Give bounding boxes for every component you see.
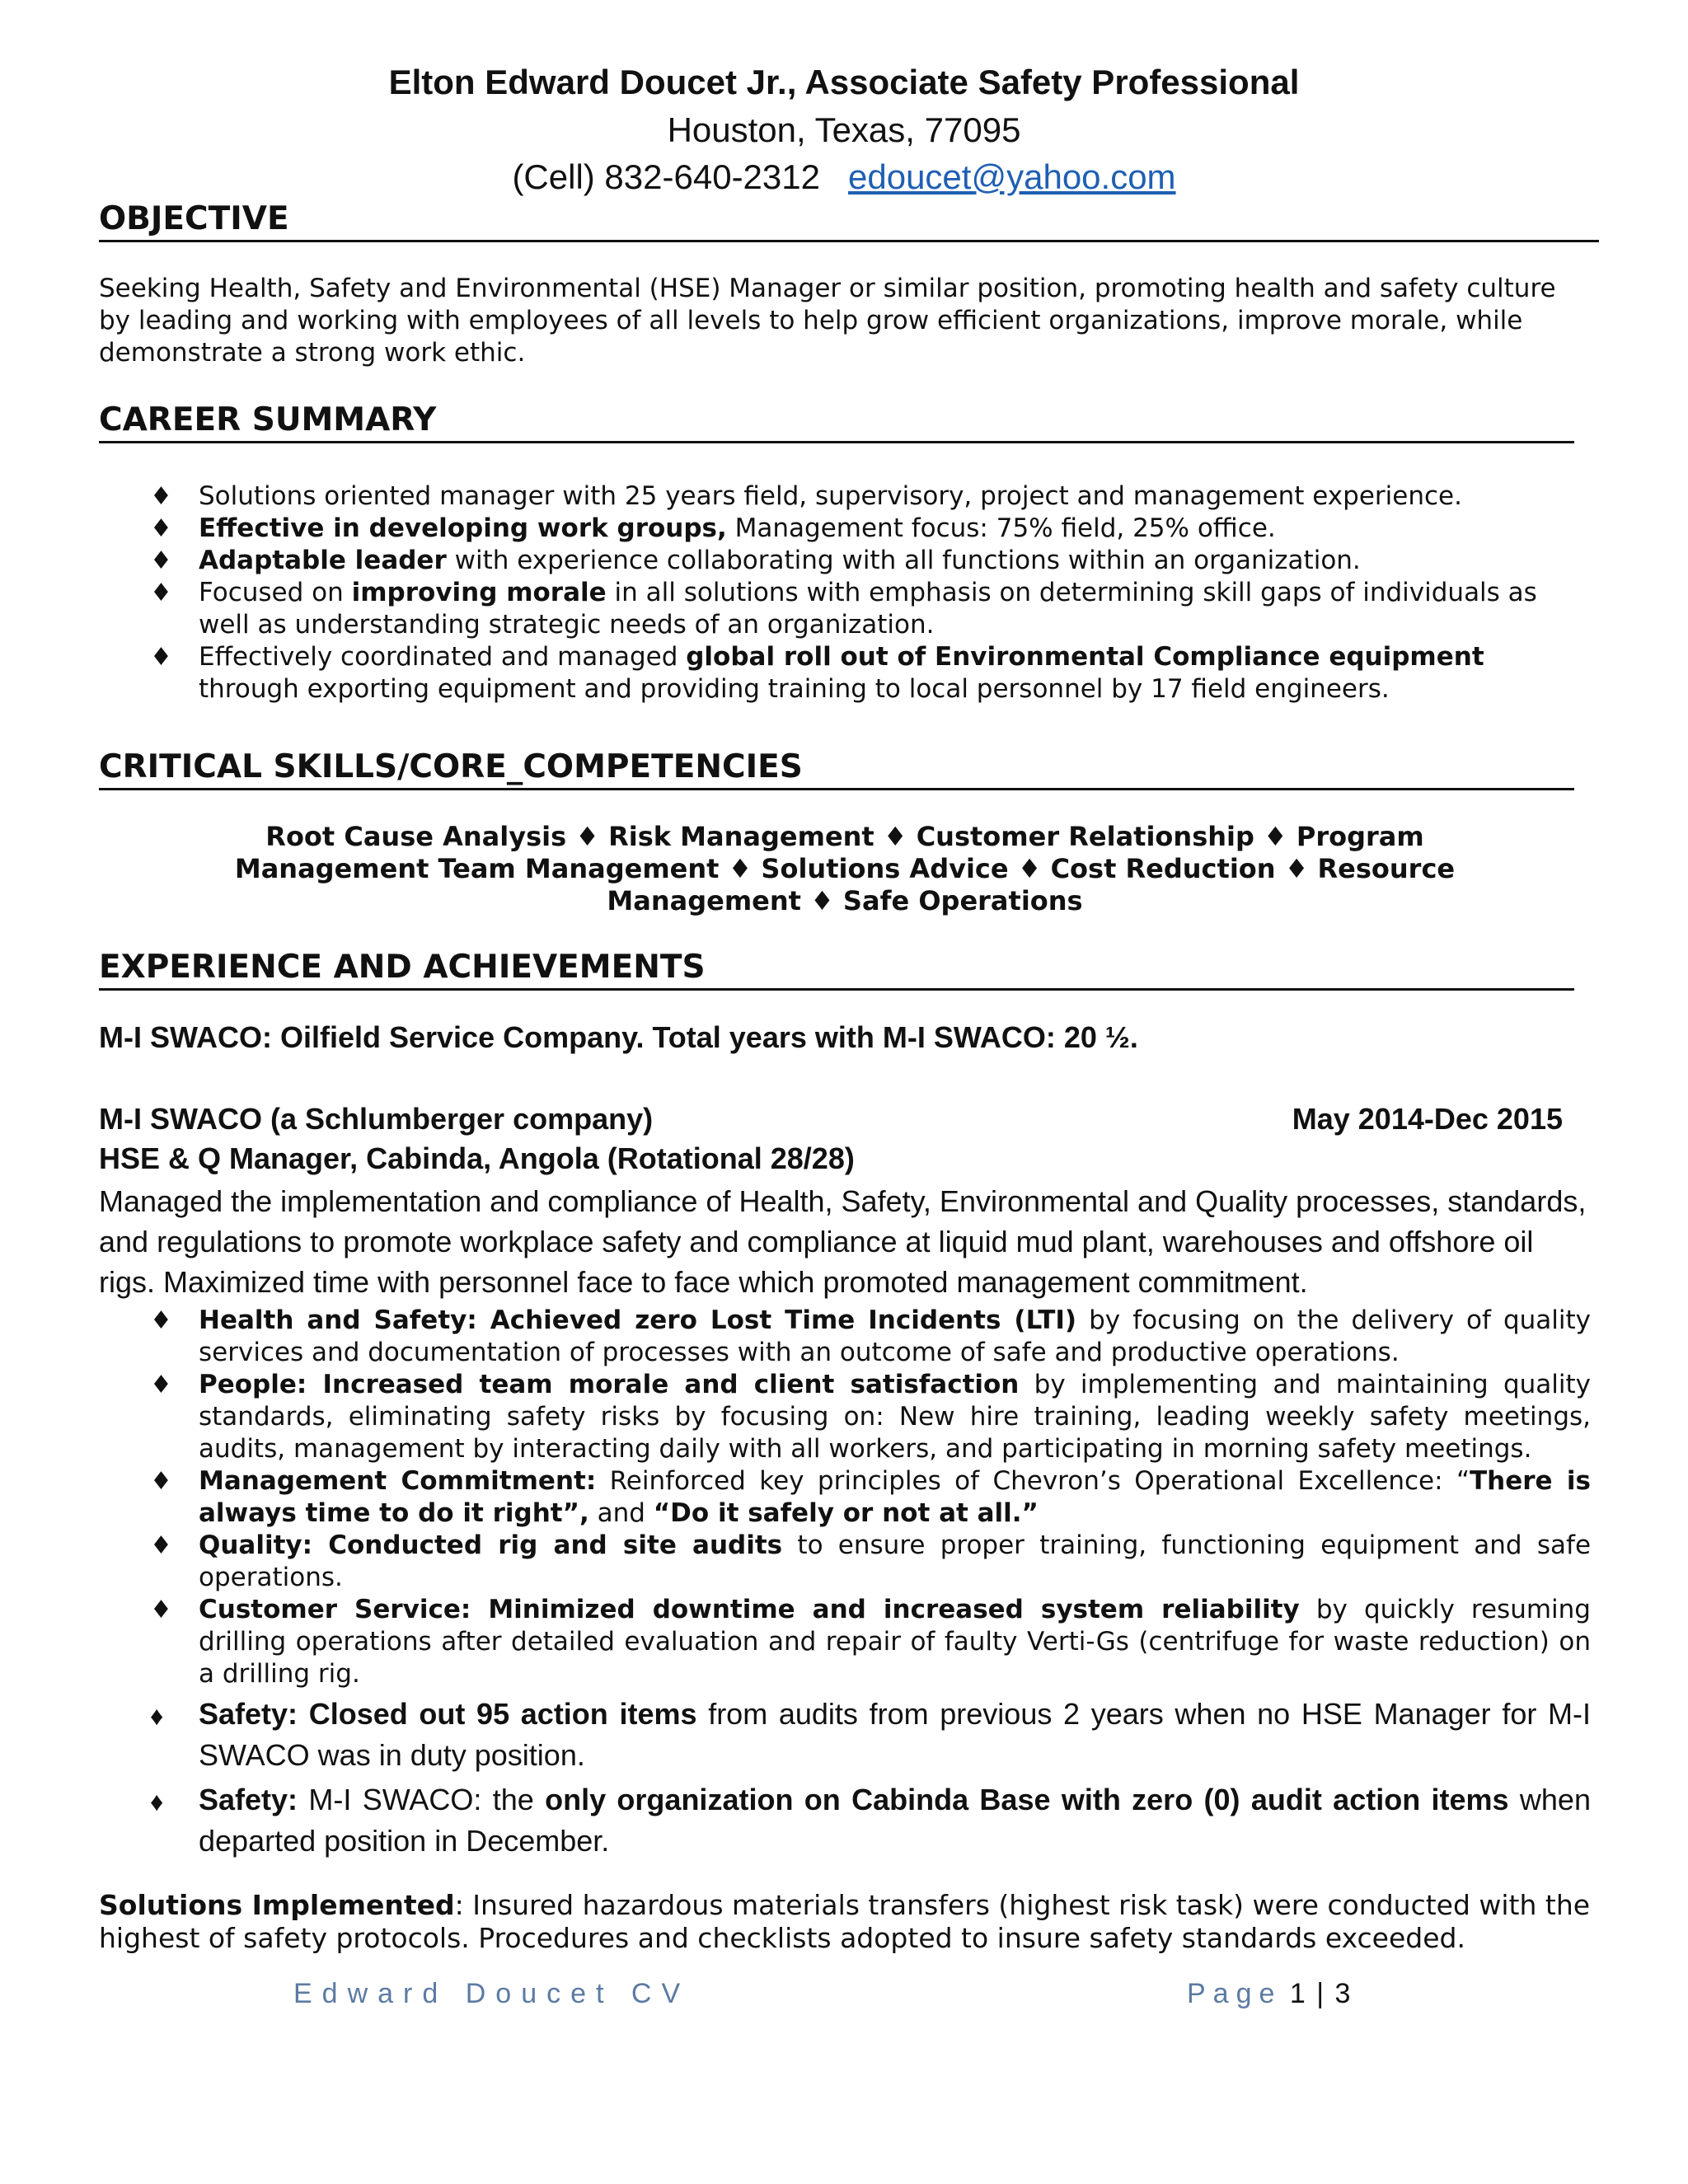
diamond-separator-icon: ♦ xyxy=(1017,853,1042,884)
phone-number: (Cell) 832-640-2312 xyxy=(512,157,820,196)
skill-item: Program Management xyxy=(234,821,1424,884)
skill-item: Safe Operations xyxy=(842,885,1083,916)
job-title: HSE & Q Manager, Cabinda, Angola (Rotational 28/28) xyxy=(99,1141,855,1175)
list-item: ♦ Safety: M-I SWACO: the only organization on Cabinda Base with zero (0) audit action items when departed position in December. xyxy=(150,1783,1591,1858)
skill-item: Resource Management xyxy=(607,853,1456,916)
diamond-bullet-icon: ♦ xyxy=(150,1467,172,1496)
skills-heading: CRITICAL SKILLS/CORE_COMPETENCIES xyxy=(99,748,1574,790)
skill-item: Risk Management xyxy=(608,821,874,852)
employment-dates: May 2014-Dec 2015 xyxy=(1292,1102,1563,1136)
diamond-bullet-icon: ♦ xyxy=(150,1787,164,1816)
skill-item: Solutions Advice xyxy=(761,853,1009,884)
diamond-separator-icon: ♦ xyxy=(728,853,753,884)
list-item: ♦ Health and Safety: Achieved zero Lost Time Incidents (LTI) by focusing on the delivery of quality services and documentation of processes with an outcome of safe and productive operations. xyxy=(150,1305,1592,1367)
diamond-separator-icon: ♦ xyxy=(575,821,599,852)
skill-item: Cost Reduction xyxy=(1050,853,1276,884)
list-item: ♦ Quality: Conducted rig and site audits to ensure proper training, functioning equipment and safe operations. xyxy=(150,1530,1592,1592)
diamond-bullet-icon: ♦ xyxy=(150,1701,164,1731)
diamond-bullet-icon: ♦ xyxy=(150,579,172,607)
list-item: ♦ Safety: Closed out 95 action items from audits from previous 2 years when no HSE Manager for M-I SWACO was in duty position. xyxy=(150,1697,1591,1772)
job-description: Managed the implementation and compliance of Health, Safety, Environmental and Quality processes, standards, and regulations to promote workplace safety and compliance at liquid mud plant, warehouses and offshore oil rigs. Maximized time with personnel face to face which promoted management commitment. xyxy=(99,1184,1587,1299)
skill-item: Customer Relationship xyxy=(916,821,1254,852)
contact-line xyxy=(0,157,1688,197)
diamond-bullet-icon: ♦ xyxy=(150,1306,172,1335)
diamond-bullet-icon: ♦ xyxy=(150,514,172,543)
diamond-bullet-icon: ♦ xyxy=(150,643,172,672)
experience-summary: M-I SWACO: Oilfield Service Company. Total years with M-I SWACO: 20 ½. xyxy=(99,1020,1138,1054)
diamond-bullet-icon: ♦ xyxy=(150,546,172,575)
diamond-bullet-icon: ♦ xyxy=(150,1531,172,1560)
skills-list xyxy=(165,821,1525,917)
list-item: ♦ Customer Service: Minimized downtime and increased system reliability by quickly resuming drilling operations after detailed evaluation and repair of faulty Verti-Gs (centrifuge for waste reduction) on a drilling rig. xyxy=(150,1595,1591,1689)
skill-item: Team Management xyxy=(438,853,720,884)
list-item: ♦ Effectively coordinated and managed global roll out of Environmental Compliance equipment through exporting equipment and providing training to local personnel by 17 field engineers. xyxy=(150,642,1484,704)
footer-doc-title: Edward Doucet CV xyxy=(293,1978,691,2009)
diamond-bullet-icon: ♦ xyxy=(150,1596,172,1624)
objective-text: Seeking Health, Safety and Environmental (HSE) Manager or similar position, promoting health and safety culture by leading and working with employees of all levels to help grow efficient organizations, improve morale, while demonstrate a strong work ethic. xyxy=(99,274,1556,368)
diamond-separator-icon: ♦ xyxy=(1284,853,1309,884)
list-item: ♦ Effective in developing work groups, Management focus: 75% field, 25% office. xyxy=(150,513,1276,543)
achievements-list xyxy=(99,1305,1591,1862)
footer-page-number: Page 1 | 3 xyxy=(1187,1978,1353,2009)
email-link[interactable]: edoucet@yahoo.com xyxy=(848,157,1176,196)
diamond-bullet-icon: ♦ xyxy=(150,1371,172,1399)
skill-item: Root Cause Analysis xyxy=(265,821,567,852)
objective-heading: OBJECTIVE xyxy=(99,200,1599,242)
list-item: ♦ People: Increased team morale and client satisfaction by implementing and maintaining quality standards, eliminating safety risks by focusing on: New hire training, leading weekly safety meetings, audits, management by interacting daily with all workers, and participating in morning safety meetings. xyxy=(150,1370,1592,1464)
candidate-location: Houston, Texas, 77095 xyxy=(667,110,1021,149)
list-item: ♦ Focused on improving morale in all solutions with emphasis on determining skill gaps of individuals as well as understanding strategic needs of an organization. xyxy=(150,578,1537,640)
list-item: ♦ Solutions oriented manager with 25 years field, supervisory, project and management experience. xyxy=(150,481,1462,511)
candidate-name: Elton Edward Doucet Jr., Associate Safety Professional xyxy=(388,63,1300,101)
list-item: ♦ Management Commitment: Reinforced key principles of Chevron’s Operational Excellence: “There is always time to do it right”, and “Do it safely or not at all.” xyxy=(150,1466,1591,1528)
diamond-separator-icon: ♦ xyxy=(810,885,834,916)
diamond-separator-icon: ♦ xyxy=(883,821,907,852)
diamond-separator-icon: ♦ xyxy=(1264,821,1287,852)
career-summary-list xyxy=(99,480,1591,705)
list-item: ♦ Adaptable leader with experience collaborating with all functions within an organization. xyxy=(150,546,1361,575)
solutions-implemented: Solutions Implemented: Insured hazardous materials transfers (highest risk task) were conducted with the highest of safety protocols. Procedures and checklists adopted to insure safety standards exceeded. xyxy=(99,1889,1591,1954)
experience-heading: EXPERIENCE AND ACHIEVEMENTS xyxy=(99,949,1574,991)
diamond-bullet-icon: ♦ xyxy=(150,482,172,511)
company-name: M-I SWACO (a Schlumberger company) xyxy=(99,1102,654,1136)
career-summary-heading: CAREER SUMMARY xyxy=(99,401,1574,443)
